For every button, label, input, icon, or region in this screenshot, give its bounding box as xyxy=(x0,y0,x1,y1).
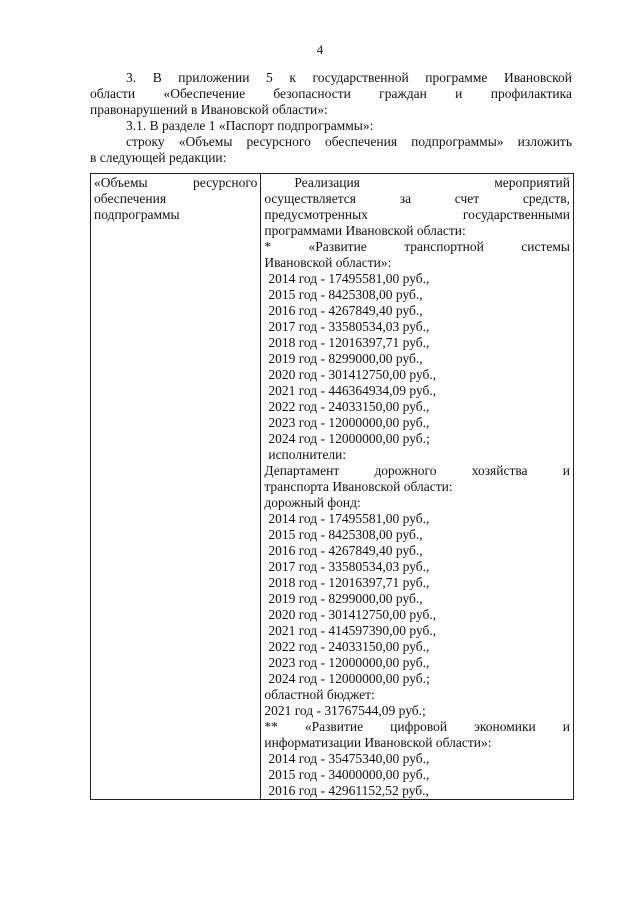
table-row xyxy=(91,174,574,800)
value-line: осуществляется за счет средств, xyxy=(264,191,570,206)
value-line: 2024 год - 12000000,00 руб.; xyxy=(268,431,430,446)
paragraph-instruction-line-2: в следующей редакции: xyxy=(90,150,227,165)
value-line: 2016 год - 42961152,52 руб., xyxy=(268,783,429,798)
value-line: 2015 год - 8425308,00 руб., xyxy=(268,287,423,302)
row-label-line: подпрограммы xyxy=(94,207,180,222)
value-line: 2024 год - 12000000,00 руб.; xyxy=(268,671,430,686)
value-line: 2019 год - 8299000,00 руб., xyxy=(268,591,423,606)
paragraph-amendment-line-1: 3. В приложении 5 к государственной программе Ивановской xyxy=(126,70,572,85)
value-line: 2022 год - 24033150,00 руб., xyxy=(268,639,430,654)
value-line: 2021 год - 31767544,09 руб.; xyxy=(264,703,426,718)
value-line: 2021 год - 446364934,09 руб., xyxy=(268,383,437,398)
value-line: 2017 год - 33580534,03 руб., xyxy=(268,319,430,334)
row-label-line: обеспечения xyxy=(94,191,167,206)
row-value-cell xyxy=(261,174,574,800)
value-line: 2016 год - 4267849,40 руб., xyxy=(268,303,423,318)
value-line: областной бюджет: xyxy=(264,687,375,702)
value-line: дорожный фонд: xyxy=(264,495,361,510)
value-line: 2017 год - 33580534,03 руб., xyxy=(268,559,430,574)
value-line: предусмотренных государственными xyxy=(264,207,570,222)
value-line: Ивановской области»: xyxy=(264,255,392,270)
value-line: исполнители: xyxy=(268,447,347,462)
value-line: 2021 год - 414597390,00 руб., xyxy=(268,623,437,638)
value-line: информатизации Ивановской области»: xyxy=(264,735,492,750)
value-line: 2014 год - 17495581,00 руб., xyxy=(268,511,430,526)
value-line: 2018 год - 12016397,71 руб., xyxy=(268,335,430,350)
value-line: 2022 год - 24033150,00 руб., xyxy=(268,399,430,414)
value-line: 2020 год - 301412750,00 руб., xyxy=(268,367,437,382)
value-line: 2015 год - 8425308,00 руб., xyxy=(268,527,423,542)
paragraph-amendment-line-2: области «Обеспечение безопасности граждан и профилактика xyxy=(90,86,572,101)
passport-table xyxy=(90,173,574,800)
intro-text xyxy=(90,70,572,166)
value-line: 2014 год - 35475340,00 руб., xyxy=(268,751,430,766)
value-line: 2018 год - 12016397,71 руб., xyxy=(268,575,430,590)
value-line: 2016 год - 4267849,40 руб., xyxy=(268,543,423,558)
value-line: 2019 год - 8299000,00 руб., xyxy=(268,351,423,366)
value-line: Департамент дорожного хозяйства и xyxy=(264,463,570,478)
value-line: 2023 год - 12000000,00 руб., xyxy=(268,415,430,430)
paragraph-section: 3.1. В разделе 1 «Паспорт подпрограммы»: xyxy=(126,118,374,133)
value-line: программами Ивановской области: xyxy=(264,223,466,238)
row-label-line: «Объемы ресурсного xyxy=(94,175,258,190)
value-line: * «Развитие транспортной системы xyxy=(264,239,570,254)
value-line: 2014 год - 17495581,00 руб., xyxy=(268,271,430,286)
value-line: 2023 год - 12000000,00 руб., xyxy=(268,655,430,670)
paragraph-amendment-line-3: правонарушений в Ивановской области»: xyxy=(90,102,328,117)
page-number: 4 xyxy=(316,42,324,57)
paragraph-instruction-line-1: строку «Объемы ресурсного обеспечения подпрограммы» изложить xyxy=(126,134,572,149)
value-line: транспорта Ивановской области: xyxy=(264,479,453,494)
value-line: Реализация мероприятий xyxy=(294,175,570,190)
value-line: 2020 год - 301412750,00 руб., xyxy=(268,607,437,622)
value-line: ** «Развитие цифровой экономики и xyxy=(264,719,570,734)
row-label-cell xyxy=(91,174,261,800)
value-line: 2015 год - 34000000,00 руб., xyxy=(268,767,430,782)
